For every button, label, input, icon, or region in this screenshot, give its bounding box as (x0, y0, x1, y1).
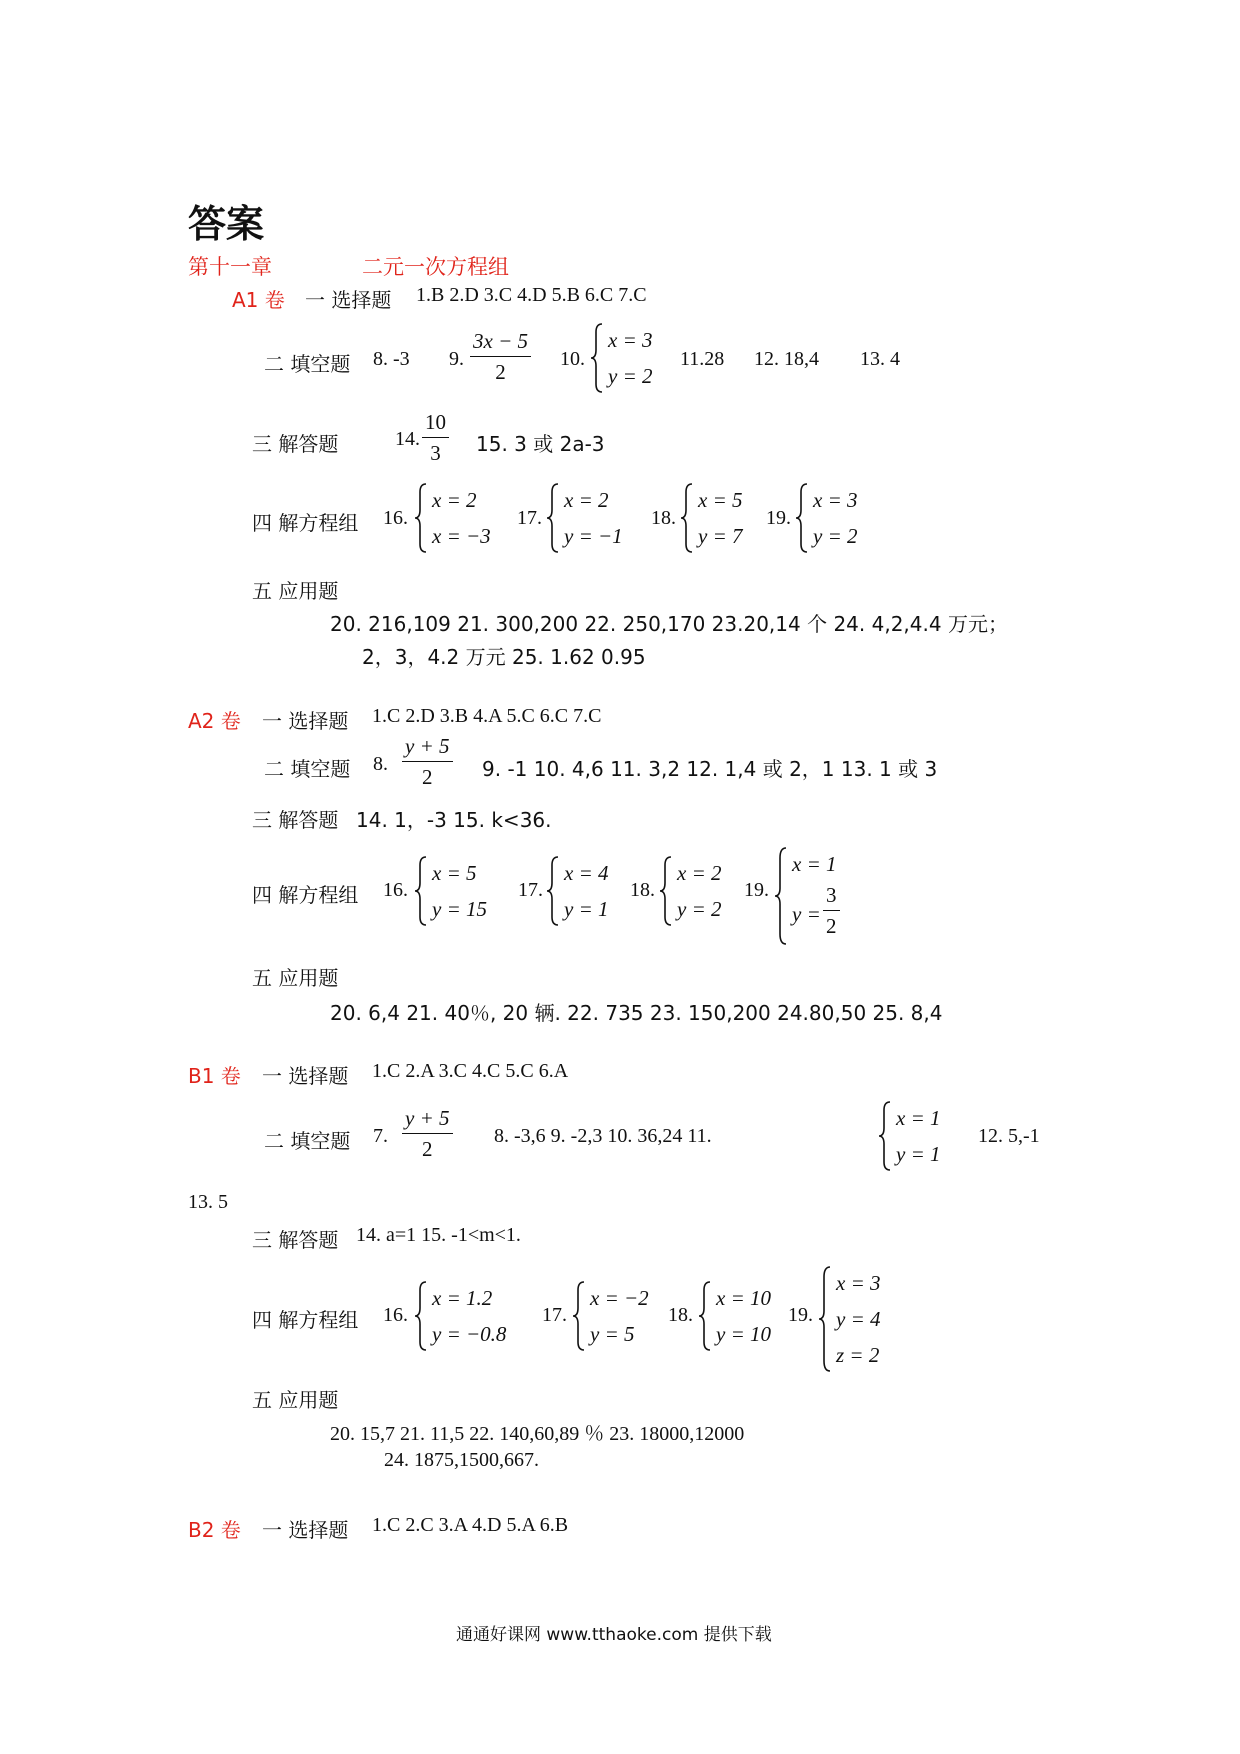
equation-row: y = 2 (608, 364, 653, 388)
equation-row: x = 3 (608, 328, 653, 352)
b1-fill-rest: 8. -3,6 9. -2,3 10. 36,24 11. (494, 1125, 712, 1147)
equation-row: x = 10 (716, 1286, 771, 1310)
equation-row: y = 15 (432, 897, 487, 921)
a1-apply-heading: 五 应用题 (252, 579, 339, 603)
b2-choice-answers: 1.C 2.C 3.A 4.D 5.A 6.B (372, 1514, 569, 1536)
a2-q17-label: 17. (518, 879, 543, 901)
a1-q14-fraction (422, 407, 449, 468)
equation-row: x = 5 (698, 488, 743, 512)
a2-q17-system (546, 855, 609, 927)
a1-fill-heading: 二 填空题 (264, 352, 351, 376)
a2-answer-text: 14. 1，-3 15. k<36. (356, 808, 552, 832)
a1-apply-line2: 2，3，4.2 万元 25. 1.62 0.95 (362, 645, 646, 669)
a2-q18-label: 18. (630, 879, 655, 901)
a1-q9-label: 9. (449, 348, 464, 370)
equation-row: x = 5 (432, 861, 477, 885)
b1-q16-label: 16. (383, 1304, 408, 1326)
denominator: 2 (495, 360, 506, 384)
a2-answer-heading: 三 解答题 (252, 808, 339, 832)
equation-row: y = 7 (698, 524, 743, 548)
numerator: 3x − 5 (473, 329, 528, 353)
b1-apply-line1: 20. 15,7 21. 11,5 22. 140,60,89 ％ 23. 18000,12000 (330, 1423, 745, 1445)
equation-row: x = 3 (813, 488, 858, 512)
equation-row: x = 2 (564, 488, 609, 512)
equation-row: x = 1 (896, 1106, 941, 1130)
equation-row: z = 2 (836, 1343, 880, 1367)
denominator: 2 (826, 914, 837, 938)
a1-choice-heading: 一 选择题 (305, 288, 392, 312)
equation-row: x = −2 (590, 1286, 649, 1310)
b1-q18-system (698, 1280, 771, 1352)
a1-q19-system (795, 482, 858, 554)
a1-choice-answers: 1.B 2.D 3.C 4.D 5.B 6.C 7.C (416, 284, 647, 306)
a2-apply-heading: 五 应用题 (252, 966, 339, 990)
a1-systems-heading: 四 解方程组 (252, 511, 359, 535)
a1-q10-label: 10. (560, 348, 585, 370)
equation-row: x = 1 (792, 852, 837, 876)
equation-row: x = 3 (836, 1271, 881, 1295)
a1-q19-label: 19. (766, 507, 791, 529)
b1-apply-heading: 五 应用题 (252, 1388, 339, 1412)
b1-answer-heading: 三 解答题 (252, 1228, 339, 1252)
b2-label: B2 卷 (188, 1518, 241, 1542)
equation-row: x = 2 (432, 488, 477, 512)
a1-label: A1 卷 (232, 288, 285, 312)
left-brace-icon (414, 482, 428, 554)
a2-q16-label: 16. (383, 879, 408, 901)
a2-fill-rest: 9. -1 10. 4,6 11. 3,2 12. 1,4 或 2，1 13. 1 或 3 (482, 757, 938, 781)
b1-choice-answers: 1.C 2.A 3.C 4.C 5.C 6.A (372, 1060, 569, 1082)
a1-q14-label: 14. (395, 428, 420, 450)
denominator: 3 (430, 441, 441, 465)
equation-row: x = 4 (564, 861, 609, 885)
a2-choice-heading: 一 选择题 (262, 709, 349, 733)
a2-apply-line1: 20. 6,4 21. 40％, 20 辆. 22. 735 23. 150,200 24.80,50 25. 8,4 (330, 1001, 943, 1025)
denominator: 2 (422, 1137, 433, 1161)
left-brace-icon (680, 482, 694, 554)
left-brace-icon (659, 855, 673, 927)
b1-choice-heading: 一 选择题 (262, 1064, 349, 1088)
a2-q19-label: 19. (744, 879, 769, 901)
a1-q18-system (680, 482, 743, 554)
b1-q12: 12. 5,-1 (978, 1125, 1040, 1147)
numerator: y + 5 (405, 1106, 450, 1130)
a1-q18-label: 18. (651, 507, 676, 529)
equation-row: y = 2 (813, 524, 858, 548)
left-brace-icon (546, 855, 560, 927)
equation-row: y = 1 (564, 897, 609, 921)
a1-q12: 12. 18,4 (754, 348, 819, 370)
b1-q13: 13. 5 (188, 1191, 228, 1213)
b1-q16-system (414, 1280, 506, 1352)
left-brace-icon (795, 482, 809, 554)
a1-q9-fraction (470, 326, 531, 387)
a1-apply-line1: 20. 216,109 21. 300,200 22. 250,170 23.20,14 个 24. 4,2,4.4 万元； (330, 612, 1008, 636)
a1-q17-system (546, 482, 623, 554)
numerator: y + 5 (405, 734, 450, 758)
left-brace-icon (572, 1280, 586, 1352)
equation-row: y = −1 (564, 524, 623, 548)
a2-choice-answers: 1.C 2.D 3.B 4.A 5.C 6.C 7.C (372, 705, 602, 727)
chapter-name: 二元一次方程组 (362, 255, 509, 279)
equation-row: y = 5 (590, 1322, 635, 1346)
equation-row: x = 2 (677, 861, 722, 885)
numerator: 3 (826, 883, 837, 907)
b2-choice-heading: 一 选择题 (262, 1518, 349, 1542)
chapter-number: 第十一章 (188, 255, 272, 279)
equation-row: y = 10 (716, 1322, 771, 1346)
a2-label: A2 卷 (188, 709, 241, 733)
left-brace-icon (774, 846, 788, 946)
a2-q18-system (659, 855, 722, 927)
a2-fill-heading: 二 填空题 (264, 757, 351, 781)
page-footer: 通通好课网 www.tthaoke.com 提供下载 (456, 1625, 772, 1645)
a1-q11: 11.28 (680, 348, 725, 370)
a2-q19-fraction (823, 880, 840, 941)
left-brace-icon (818, 1265, 832, 1373)
a1-q16-system (414, 482, 491, 554)
a2-q16-system (414, 855, 487, 927)
b1-fill-heading: 二 填空题 (264, 1129, 351, 1153)
a1-q13: 13. 4 (860, 348, 900, 370)
b1-answer-text: 14. a=1 15. -1<m<1. (356, 1224, 521, 1246)
equation-row: x = 1.2 (432, 1286, 493, 1310)
page-title: 答案 (188, 202, 265, 246)
equation-row: y = 2 (677, 897, 722, 921)
left-brace-icon (878, 1100, 892, 1172)
left-brace-icon (590, 322, 604, 394)
equation-row: y = 4 (836, 1307, 881, 1331)
b1-q19-label: 19. (788, 1304, 813, 1326)
equation-row: y = 1 (896, 1142, 941, 1166)
b1-q17-label: 17. (542, 1304, 567, 1326)
a1-answer-heading: 三 解答题 (252, 432, 339, 456)
left-brace-icon (414, 855, 428, 927)
a2-systems-heading: 四 解方程组 (252, 883, 359, 907)
a2-q19-y-label: y = (792, 902, 821, 926)
b1-label: B1 卷 (188, 1064, 241, 1088)
a1-q16-label: 16. (383, 507, 408, 529)
b1-q7-label: 7. (373, 1125, 388, 1147)
b1-q19-system (818, 1265, 881, 1373)
a1-q17-label: 17. (517, 507, 542, 529)
b1-apply-line2: 24. 1875,1500,667. (384, 1449, 539, 1471)
left-brace-icon (698, 1280, 712, 1352)
a1-q8: 8. -3 (373, 348, 410, 370)
equation-row: x = −3 (432, 524, 491, 548)
a1-q10-system (590, 322, 653, 394)
a2-q8-fraction (402, 731, 453, 792)
left-brace-icon (414, 1280, 428, 1352)
b1-q17-system (572, 1280, 649, 1352)
a1-q15: 15. 3 或 2a-3 (476, 432, 605, 456)
b1-q7-fraction (402, 1103, 453, 1164)
left-brace-icon (546, 482, 560, 554)
b1-q18-label: 18. (668, 1304, 693, 1326)
numerator: 10 (425, 410, 446, 434)
equation-row: y = −0.8 (432, 1322, 507, 1346)
denominator: 2 (422, 765, 433, 789)
b1-q11-system (878, 1100, 941, 1172)
a2-q8-label: 8. (373, 753, 388, 775)
b1-systems-heading: 四 解方程组 (252, 1308, 359, 1332)
